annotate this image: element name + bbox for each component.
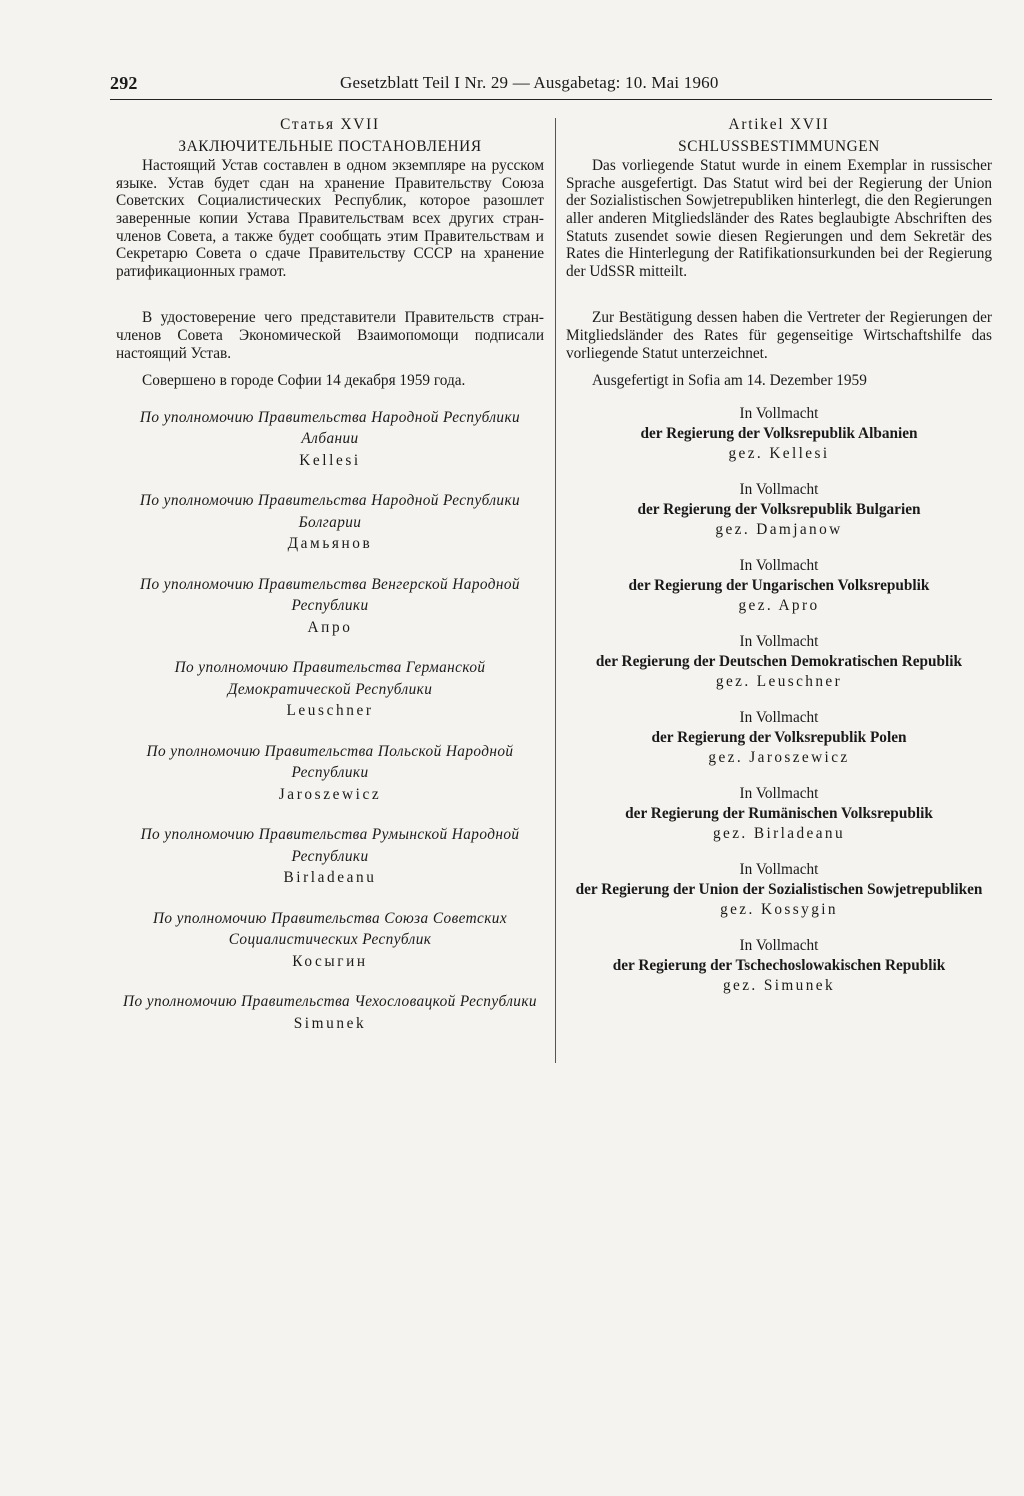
signature-authority: По уполномочию Правительства Румынской Народной Республики bbox=[140, 826, 520, 865]
signatory-name: Kellesi bbox=[299, 451, 361, 469]
signature-block-de bbox=[566, 632, 992, 692]
signatory-name: Косыгин bbox=[292, 952, 368, 970]
signature-block-de bbox=[566, 556, 992, 616]
signature-block-ru bbox=[116, 741, 544, 806]
signature-block-de bbox=[566, 404, 992, 464]
page-header bbox=[110, 73, 992, 99]
signatory-name: gez. Simunek bbox=[722, 976, 836, 994]
final-provisions-paragraph-de: Das vorliegende Statut wurde in einem Exemplar in russischer Sprache ausgefertigt. Das Statut wird bei der Regierung der Union der Sozialistischen Sowjetrepubliken hinterlegt, die den Regierungen aller anderen Mitgliedsländer des Rates beglaubigte Abschriften des Statuts zusendet sowie diesen Regierungen und dem Sekretär des Rates die Hinterlegung der Ratifikationsurkunden bei der Regierung der UdSSR mitteilt. bbox=[566, 157, 992, 280]
article-number-ru: Статья XVII bbox=[280, 116, 380, 133]
signature-block-de bbox=[566, 860, 992, 920]
article-number-de: Artikel XVII bbox=[728, 116, 830, 133]
page-number: 292 bbox=[110, 73, 138, 93]
signature-intro: In Vollmacht bbox=[739, 860, 819, 878]
signature-authority: По уполномочию Правительства Союза Советских Социалистических Республик bbox=[152, 909, 508, 949]
done-at-paragraph-de: Ausgefertigt in Sofia am 14. Dezember 1959 bbox=[592, 372, 867, 390]
russian-column bbox=[116, 116, 544, 1034]
signature-block-ru bbox=[116, 574, 544, 639]
signature-government: der Regierung der Union der Sozialistischen Sowjetrepubliken bbox=[575, 880, 983, 898]
column-divider bbox=[555, 118, 556, 1063]
signature-block-ru bbox=[116, 407, 544, 472]
signatory-name: Simunek bbox=[293, 1014, 367, 1032]
signatory-name: gez. Birladeanu bbox=[713, 824, 845, 842]
article-title-de: SCHLUSSBESTIMMUNGEN bbox=[678, 137, 880, 155]
signature-block-de bbox=[566, 936, 992, 996]
signatory-name: gez. Kossygin bbox=[720, 900, 838, 918]
signature-government: der Regierung der Volksrepublik Albanien bbox=[640, 424, 918, 442]
signature-authority: По уполномочию Правительства Народной Республики Болгарии bbox=[139, 492, 521, 531]
signature-intro: In Vollmacht bbox=[739, 404, 819, 422]
attestation-paragraph-de: Zur Bestätigung dessen haben die Vertreter der Regierungen der Mitgliedsländer des Rates für gegenseitige Wirtschaftshilfe das vorliegende Statut unterzeichnet. bbox=[566, 309, 992, 362]
signature-intro: In Vollmacht bbox=[739, 632, 819, 650]
signature-government: der Regierung der Tschechoslowakischen Republik bbox=[612, 956, 946, 974]
signature-block-ru bbox=[116, 908, 544, 973]
article-title-ru: ЗАКЛЮЧИТЕЛЬНЫЕ ПОСТАНОВЛЕНИЯ bbox=[178, 137, 482, 155]
signature-block-ru bbox=[116, 490, 544, 555]
signature-authority: По уполномочию Правительства Чехословацкой Республики bbox=[123, 993, 537, 1011]
signature-government: der Regierung der Volksrepublik Bulgarien bbox=[637, 500, 921, 518]
signature-block-ru bbox=[116, 657, 544, 722]
header-title: Gesetzblatt Teil I Nr. 29 — Ausgabetag: 10. Mai 1960 bbox=[340, 73, 719, 92]
header-rule bbox=[110, 99, 992, 100]
signature-intro: In Vollmacht bbox=[739, 936, 819, 954]
signature-government: der Regierung der Ungarischen Volksrepublik bbox=[628, 576, 930, 594]
signature-authority: По уполномочию Правительства Венгерской Народной Республики bbox=[140, 575, 520, 615]
signature-government: der Regierung der Volksrepublik Polen bbox=[651, 728, 907, 746]
signature-block-ru bbox=[116, 991, 544, 1034]
signatory-name: gez. Leuschner bbox=[715, 672, 843, 690]
signatory-name: gez. Kellesi bbox=[728, 444, 830, 462]
signature-government: der Regierung der Rumänischen Volksrepublik bbox=[625, 804, 933, 822]
signature-intro: In Vollmacht bbox=[739, 480, 819, 498]
signature-authority: По уполномочию Правительства Германской Демократической Республики bbox=[174, 659, 486, 698]
german-column bbox=[566, 116, 992, 996]
signature-block-de bbox=[566, 784, 992, 844]
signature-intro: In Vollmacht bbox=[739, 708, 819, 726]
done-at-paragraph-ru: Совершено в городе Софии 14 декабря 1959 года. bbox=[142, 372, 466, 390]
signature-authority: По уполномочию Правительства Польской Народной Республики bbox=[146, 742, 514, 782]
signature-authority: По уполномочию Правительства Народной Республики Албании bbox=[139, 408, 521, 448]
signatory-name: Дамьянов bbox=[287, 535, 373, 553]
signature-intro: In Vollmacht bbox=[739, 784, 819, 802]
signature-block-ru bbox=[116, 824, 544, 889]
signatory-name: Leuschner bbox=[286, 702, 374, 720]
signature-block-de bbox=[566, 708, 992, 768]
signatory-name: Апро bbox=[307, 618, 353, 636]
signatory-name: gez. Jaroszewicz bbox=[708, 748, 850, 766]
final-provisions-paragraph-ru: Настоящий Устав составлен в одном экземпляре на русском языке. Устав будет сдан на хранение Правительству Союза Советских Социалистических Республик, которое разошлет заверенные копии Устава Правительствам всех других стран-членов Совета, а также будет сообщать этим Правительствам и Секретарю Совета о сдаче Правительству СССР на хранение ратификационных грамот. bbox=[116, 157, 544, 280]
signature-government: der Regierung der Deutschen Demokratischen Republik bbox=[595, 652, 963, 670]
signatory-name: gez. Apro bbox=[738, 596, 820, 614]
signature-block-de bbox=[566, 480, 992, 540]
signatory-name: Birladeanu bbox=[283, 869, 377, 887]
signature-intro: In Vollmacht bbox=[739, 556, 819, 574]
signatory-name: Jaroszewicz bbox=[278, 785, 382, 803]
attestation-paragraph-ru: В удостоверение чего представители Правительств стран-членов Совета Экономической Взаимопомощи подписали настоящий Устав. bbox=[116, 309, 544, 362]
signatory-name: gez. Damjanow bbox=[715, 520, 843, 538]
